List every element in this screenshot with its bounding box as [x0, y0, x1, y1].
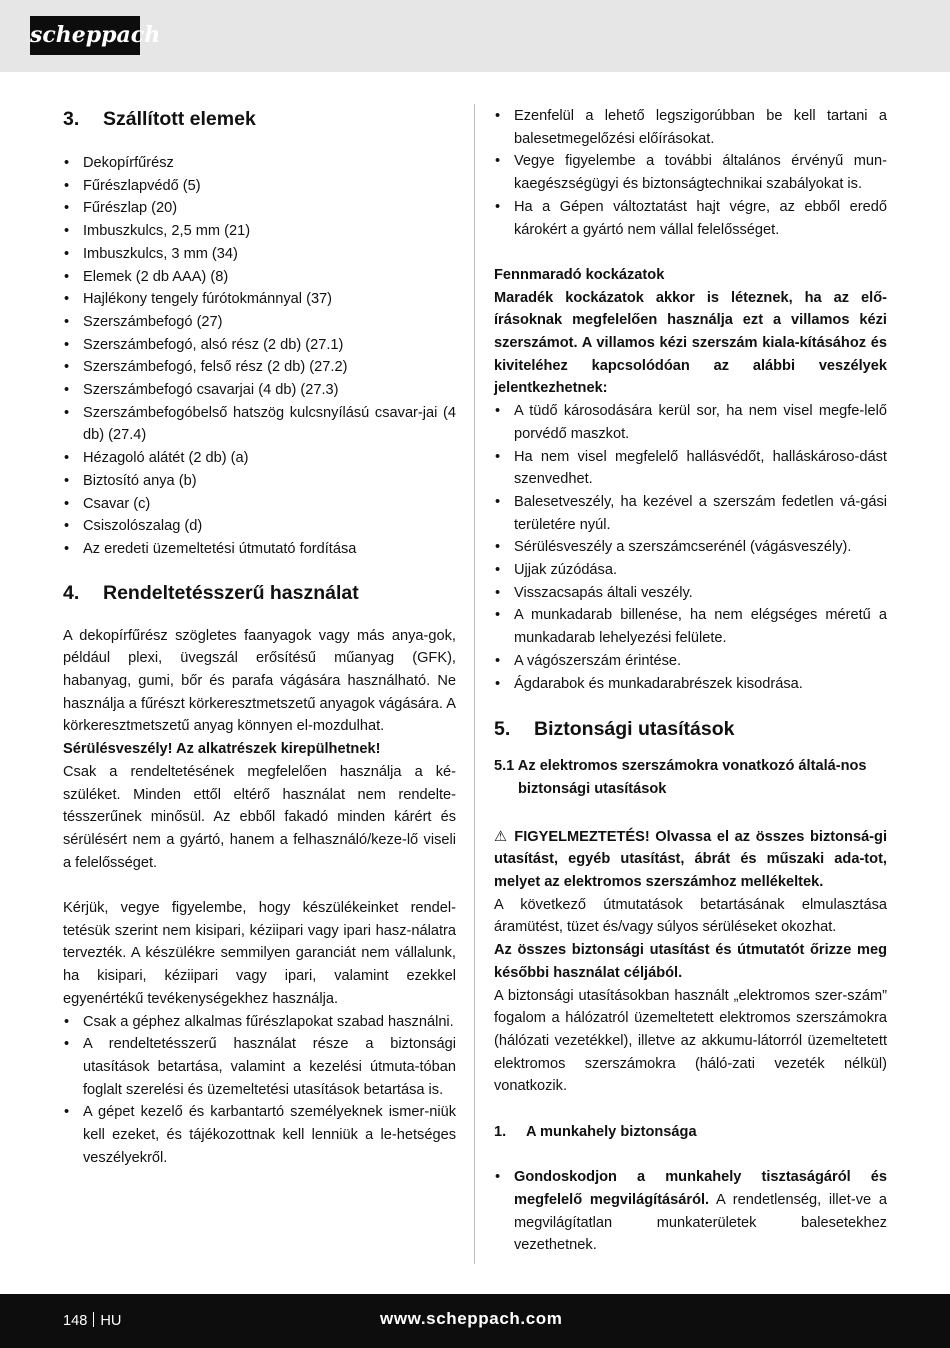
residual-risks-list: [494, 400, 887, 695]
residual-risks-intro: Maradék kockázatok akkor is léteznek, ha az elő-írásoknak megfelelően használja ezt a villamos kézi szerszámot. A villamos kézi szerszám kiala-kításához és kiviteléhez kapcsolódóan az alábbi veszélyek jelentkezhetnek:: [494, 289, 887, 397]
list-item: • Visszacsapás általi veszély.: [494, 582, 887, 605]
section-title: Szállított elemek: [103, 108, 256, 130]
list-item: • Szerszámbefogóbelső hatszög kulcsnyílású csavar-jai (4 db) (27.4): [63, 402, 456, 447]
section-number: 4.: [63, 581, 80, 604]
section-number: 3.: [63, 108, 80, 130]
list-item: • A rendeltetésszerű használat része a biztonsági utasítások betartása, valamint a kezelési útmuta-tóban foglalt szerelési és üzemeltetési utasítások betartása is.: [63, 1033, 456, 1101]
list-item: • Csiszolószalag (d): [63, 515, 456, 538]
list-item: • Az eredeti üzemeltetési útmutató fordítása: [63, 538, 456, 561]
injury-warning: Sérülésveszély! Az alkatrészek kirepülhetnek!: [63, 741, 381, 758]
language-code: HU: [100, 1313, 122, 1329]
general-warning: [494, 826, 887, 894]
list-item: • Ujjak zúzódása.: [494, 559, 887, 582]
list-item: • A gépet kezelő és karbantartó személyeknek ismer-niük kell ezeket, és tájékozottnak kell lenniük a le-hetséges veszélyekről.: [63, 1101, 456, 1169]
delivered-items-list: [63, 152, 456, 561]
keep-instructions: Az összes biztonsági utasítást és útmutatót őrizze meg későbbi használat céljából.: [494, 942, 887, 981]
accident-prevention-list: [494, 105, 887, 241]
list-item: • Ha nem visel megfelelő hallásvédőt, halláskároso-dást szenvedhet.: [494, 446, 887, 491]
list-item: • Csavar (c): [63, 493, 456, 516]
list-item: • Szerszámbefogó, felső rész (2 db) (27.2): [63, 356, 456, 379]
page-number-value: 148: [63, 1313, 88, 1329]
list-item: • Ha a Gépen változtatást hajt végre, az ebből eredő károkért a gyártó nem vállal felelősséget.: [494, 196, 887, 241]
left-column: [63, 105, 456, 1170]
list-item: • Dekopírfűrész: [63, 152, 456, 175]
subsection-number: 1.: [494, 1123, 507, 1140]
commercial-use-paragraph: Kérjük, vegye figyelembe, hogy készülékeinket rendel-tetésük szerint nem kisipari, kéziipari vagy ipari hasz-nálatra tervezték. A készülékre semmilyen garanciát nem vállalunk, ha kisipari, kéziipari vagy ipari, valamint ezekkel egyenértékű tevékenységekhez használja.: [63, 900, 456, 1007]
list-item: • Ágdarabok és munkadarabrészek kisodrása.: [494, 673, 887, 696]
list-item: • Fűrészlapvédő (5): [63, 175, 456, 198]
warning-text: FIGYELMEZTETÉS! Olvassa el az összes biztonsá-gi utasítást, egyéb utasítást, ábrát és műszaki ada-tot, melyet az elektromos szerszámhoz mellékeltek.: [494, 828, 888, 891]
section-4-heading: [63, 579, 456, 607]
list-item: [494, 1166, 887, 1257]
subsection-5-1-title: 5.1 Az elektromos szerszámokra vonatkozó általá-nos biztonsági utasítások: [494, 758, 867, 797]
section-5-heading: [494, 715, 887, 743]
list-item: • Vegye figyelembe a további általános érvényű mun-kaegészségügyi és biztonságtechnikai szabályokat is.: [494, 150, 887, 195]
intended-use-list: [63, 1011, 456, 1170]
power-tool-term: A biztonsági utasításokban használt „elektromos szer-szám” fogalom a hálózatról üzemeltetett elektromos szerszámokra (hálózati vezetékkel), illetve az akkumu-látorról üzemeltetett elektromos szerszámokra (háló-zati vezeték nélkül) vonatkozik.: [494, 987, 887, 1095]
section-number: 5.: [494, 718, 511, 741]
footer-separator: [93, 1312, 94, 1327]
list-item: • Szerszámbefogó, alsó rész (2 db) (27.1): [63, 334, 456, 357]
list-item: • A munkadarab billenése, ha nem elégséges méretű a munkadarab lehelyezési felülete.: [494, 604, 887, 649]
list-item: • A vágószerszám érintése.: [494, 650, 887, 673]
item-text: A rendetlenség, illet-ve a megvilágítatlan munkaterületek balesetekhez vezethetnek.: [514, 1191, 887, 1254]
section-3-heading: [63, 105, 456, 133]
list-item: • Ezenfelül a lehető legszigorúbban be kell tartani a balesetmegelőzési előírásokat.: [494, 105, 887, 150]
page-header: [0, 0, 950, 72]
right-column: [494, 105, 887, 1257]
list-item: • Hézagoló alátét (2 db) (a): [63, 447, 456, 470]
liability-paragraph: Csak a rendeltetésének megfelelően használja a ké-szüléket. Minden ettől eltérő használat nem rendelte-tésszerűnek minősül. Az ebből fakadó minden kárért és sérülésért nem a gyártó, hanem a felhasználó/keze-lő viseli a felelősséget.: [63, 763, 456, 871]
list-item: • Imbuszkulcs, 2,5 mm (21): [63, 220, 456, 243]
list-item: • Hajlékony tengely fúrótokmánnyal (37): [63, 288, 456, 311]
list-item: • Sérülésveszély a szerszámcserénél (vágásveszély).: [494, 536, 887, 559]
scheppach-logo: scheppach: [30, 16, 140, 55]
section-title: Biztonsági utasítások: [534, 718, 735, 741]
column-divider: [474, 104, 475, 1264]
workplace-safety-list: [494, 1166, 887, 1257]
warning-consequence: A következő útmutatások betartásának elmulasztása áramütést, tüzet és/vagy súlyos sérüléseket okozhat.: [494, 896, 887, 936]
list-item: • Balesetveszély, ha kezével a szerszám fedetlen vá-gási területére nyúl.: [494, 491, 887, 536]
list-item: • Elemek (2 db AAA) (8): [63, 266, 456, 289]
list-item: • Szerszámbefogó (27): [63, 311, 456, 334]
subsection-title: A munkahely biztonsága: [526, 1123, 697, 1140]
list-item: • Szerszámbefogó csavarjai (4 db) (27.3): [63, 379, 456, 402]
list-item: • Biztosító anya (b): [63, 470, 456, 493]
page-footer: [0, 1294, 950, 1348]
page-number: [63, 1311, 121, 1331]
list-item: • Imbuszkulcs, 3 mm (34): [63, 243, 456, 266]
workplace-safety-heading: [494, 1121, 887, 1144]
warning-triangle-icon: ⚠: [494, 828, 509, 845]
list-item: • Fűrészlap (20): [63, 197, 456, 220]
website-url: www.scheppach.com: [380, 1309, 563, 1328]
residual-risks-title: Fennmaradó kockázatok: [494, 266, 665, 283]
list-item: • A tüdő károsodására kerül sor, ha nem visel megfe-lelő porvédő maszkot.: [494, 400, 887, 445]
intended-use-paragraph: A dekopírfűrész szögletes faanyagok vagy más anya-gok, például plexi, üvegszál erősítésű műanyag (GFK), habanyag, gumi, bőr és parafa vágására használható. Ne használja a fűrészt körkeresztmetszetű anyagok vágására. A körkeresztmetszetű anyag könnyen el-mozdulhat.: [63, 627, 456, 735]
list-item: • Csak a géphez alkalmas fűrészlapokat szabad használni.: [63, 1011, 456, 1034]
section-title: Rendeltetésszerű használat: [103, 581, 359, 604]
item-bold-text: Gondoskodjon a munkahely tisztaságáról és megfelelő megvilágításáról.: [514, 1169, 887, 1208]
